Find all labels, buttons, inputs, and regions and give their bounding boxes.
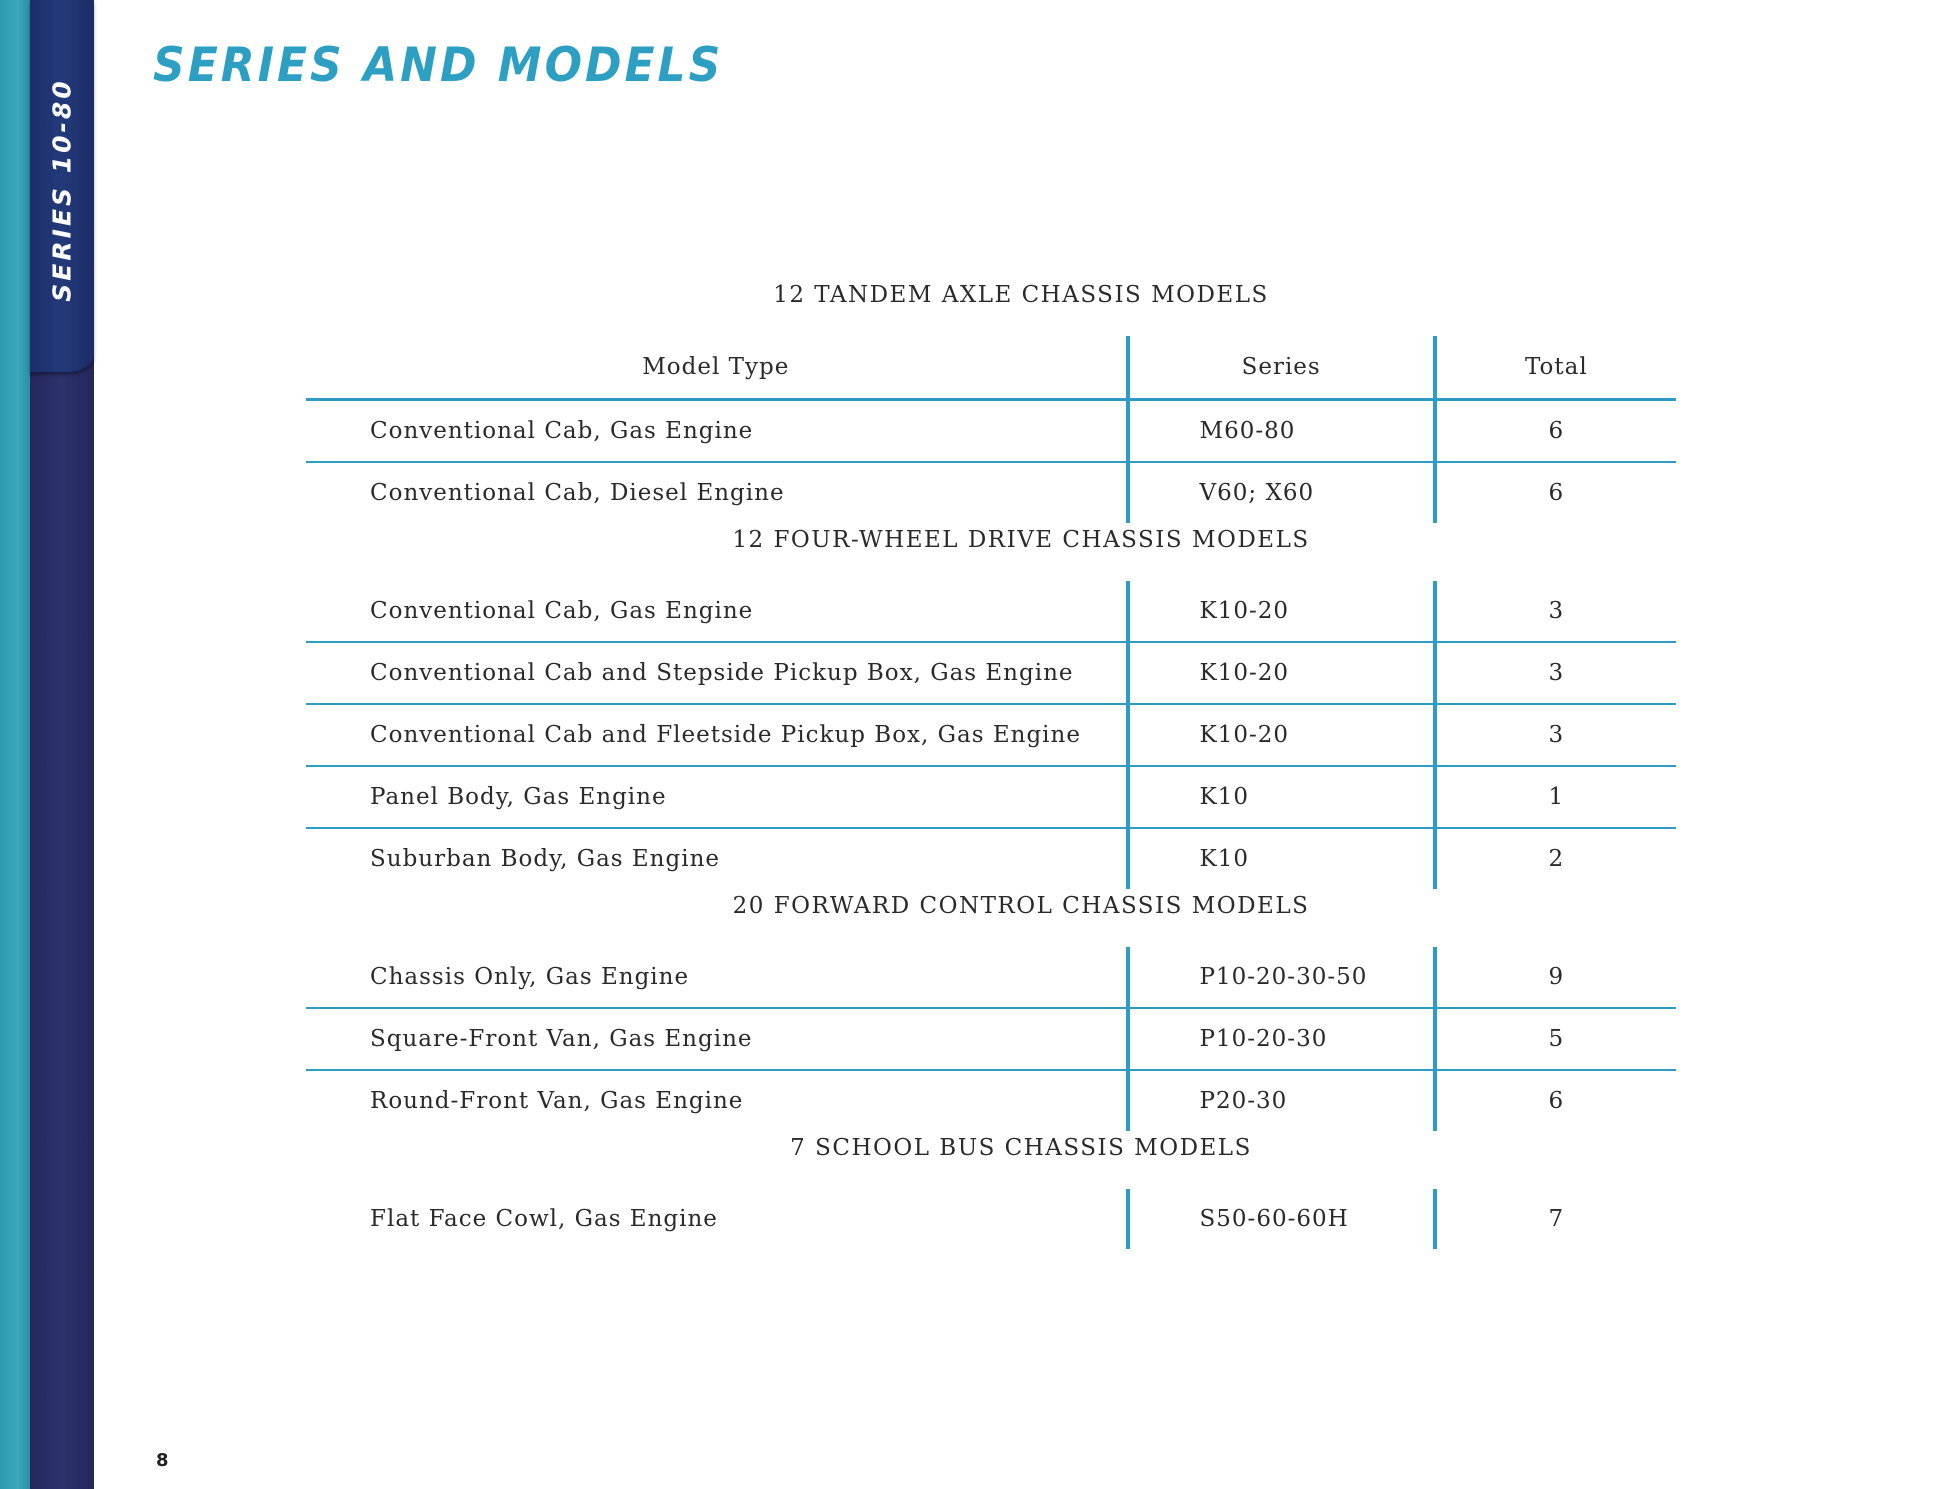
cell-model-type: Panel Body, Gas Engine — [370, 784, 667, 810]
cell-total: 1 — [1433, 767, 1676, 827]
cell-series: K10-20 — [1126, 581, 1433, 641]
cell-total: 3 — [1433, 643, 1676, 703]
cell-model-type: Conventional Cab, Diesel Engine — [370, 480, 785, 506]
section-forward-control — [306, 889, 1676, 1131]
table-row — [306, 643, 1676, 705]
cell-series: P20-30 — [1126, 1071, 1433, 1131]
cell-model-type: Conventional Cab, Gas Engine — [370, 598, 754, 624]
header-total: Total — [1433, 336, 1676, 398]
cell-total: 9 — [1433, 947, 1676, 1007]
cell-total: 3 — [1433, 581, 1676, 641]
page-number: 8 — [156, 1450, 169, 1471]
cell-model-type: Square-Front Van, Gas Engine — [370, 1026, 753, 1052]
cell-series: P10-20-30 — [1126, 1009, 1433, 1069]
table-row — [306, 1071, 1676, 1131]
table-header-row — [306, 336, 1676, 401]
cell-model-type: Round-Front Van, Gas Engine — [370, 1088, 744, 1114]
spine-label: SERIES 10-80 — [47, 78, 77, 302]
cell-series: S50-60-60H — [1126, 1189, 1433, 1249]
cell-series: V60; X60 — [1126, 463, 1433, 523]
cell-model-type: Conventional Cab and Fleetside Pickup Box, Gas Engine — [370, 722, 1081, 748]
table-row — [306, 829, 1676, 889]
cell-series: K10 — [1126, 829, 1433, 889]
section-school-bus — [306, 1131, 1676, 1249]
table-row — [306, 463, 1676, 523]
cell-total: 3 — [1433, 705, 1676, 765]
cell-model-type: Suburban Body, Gas Engine — [370, 846, 720, 872]
page-title: SERIES AND MODELS — [153, 37, 724, 94]
table-row — [306, 767, 1676, 829]
cell-model-type: Conventional Cab and Stepside Pickup Box, Gas Engine — [370, 660, 1074, 686]
cell-series: P10-20-30-50 — [1126, 947, 1433, 1007]
header-model-type: Model Type — [642, 354, 790, 380]
table-row — [306, 581, 1676, 643]
table-row — [306, 1009, 1676, 1071]
cell-series: K10 — [1126, 767, 1433, 827]
cell-total: 6 — [1433, 1071, 1676, 1131]
cell-model-type: Conventional Cab, Gas Engine — [370, 418, 754, 444]
section-title: 20 FORWARD CONTROL CHASSIS MODELS — [732, 893, 1310, 919]
section-title: 12 TANDEM AXLE CHASSIS MODELS — [773, 282, 1269, 308]
section-title: 7 SCHOOL BUS CHASSIS MODELS — [790, 1135, 1252, 1161]
cell-total: 7 — [1433, 1189, 1676, 1249]
table-row — [306, 947, 1676, 1009]
header-series: Series — [1126, 336, 1433, 398]
table-row — [306, 401, 1676, 463]
cell-series: K10-20 — [1126, 643, 1433, 703]
section-tandem-axle — [306, 278, 1676, 523]
cell-total: 2 — [1433, 829, 1676, 889]
section-four-wheel-drive — [306, 523, 1676, 889]
cell-model-type: Chassis Only, Gas Engine — [370, 964, 690, 990]
cell-model-type: Flat Face Cowl, Gas Engine — [370, 1206, 718, 1232]
section-title: 12 FOUR-WHEEL DRIVE CHASSIS MODELS — [732, 527, 1310, 553]
cell-series: M60-80 — [1126, 401, 1433, 461]
cell-total: 5 — [1433, 1009, 1676, 1069]
cell-total: 6 — [1433, 463, 1676, 523]
cell-total: 6 — [1433, 401, 1676, 461]
models-table — [306, 278, 1676, 1249]
binding-strip-teal — [0, 0, 30, 1489]
cell-series: K10-20 — [1126, 705, 1433, 765]
table-row — [306, 1189, 1676, 1249]
table-row — [306, 705, 1676, 767]
